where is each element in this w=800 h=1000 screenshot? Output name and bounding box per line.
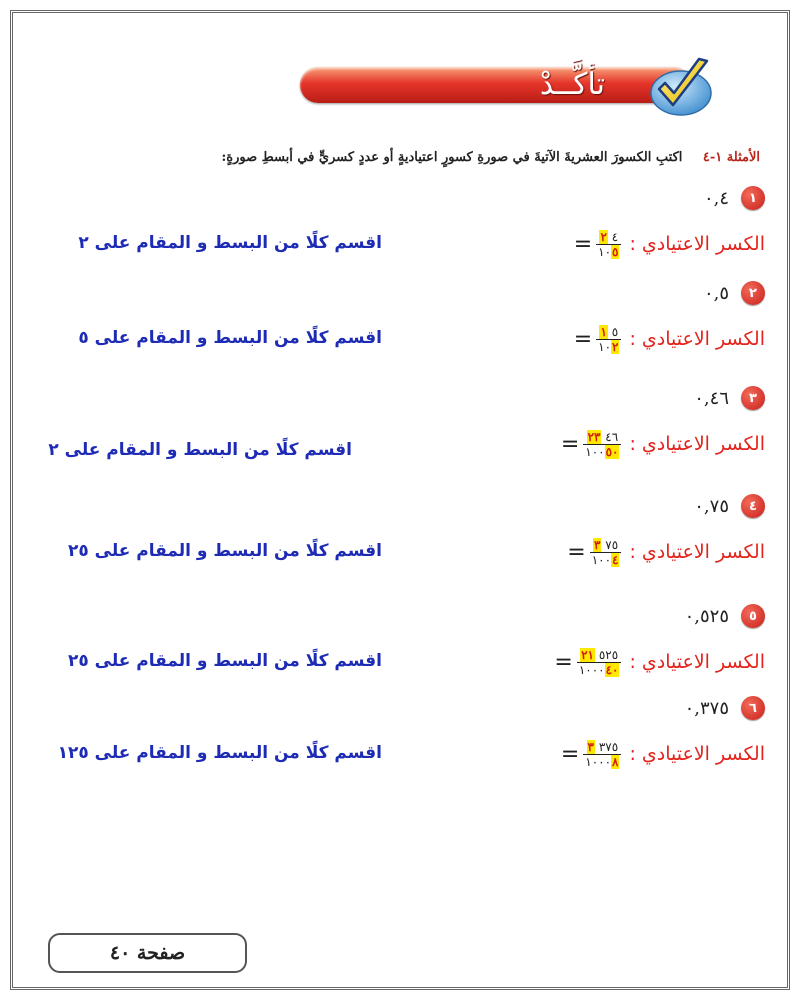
numerator-simplified: ١ xyxy=(600,324,607,339)
equals-sign: = xyxy=(573,231,593,257)
answer-label: الكسر الاعتيادي : xyxy=(629,433,765,455)
numerator-original: ٤ xyxy=(611,229,619,244)
problem-number-badge: ٥ xyxy=(741,604,765,628)
answer-label: الكسر الاعتيادي : xyxy=(629,541,765,563)
problem-4 xyxy=(694,488,765,524)
numerator-original: ٣٧٥ xyxy=(598,739,619,754)
answer-label: الكسر الاعتيادي : xyxy=(629,328,765,350)
numerator-original: ٥٢٥ xyxy=(598,647,619,662)
problem-number-badge: ٣ xyxy=(741,386,765,410)
decimal-value: ٠,٤٦ xyxy=(694,387,729,409)
equals-sign: = xyxy=(567,539,586,565)
denominator-original: ١٠٠٠ xyxy=(578,662,605,677)
banner-bar xyxy=(300,67,692,103)
problem-number-badge: ١ xyxy=(741,186,765,210)
problem-1 xyxy=(704,180,765,216)
problem-3 xyxy=(694,380,765,416)
fraction-stack xyxy=(577,648,622,677)
instructions xyxy=(221,150,760,165)
answer-label: الكسر الاعتيادي : xyxy=(629,651,765,673)
fraction xyxy=(561,430,622,459)
fraction xyxy=(574,230,622,259)
checkmark-icon xyxy=(647,55,715,119)
decimal-value: ٠,٥٢٥ xyxy=(684,605,729,627)
decimal-value: ٠,٧٥ xyxy=(694,495,729,517)
fraction xyxy=(574,325,622,354)
fraction-stack xyxy=(583,430,621,459)
answer-label: الكسر الاعتيادي : xyxy=(629,743,765,765)
denominator-simplified: ٥ xyxy=(612,244,619,259)
equals-sign: = xyxy=(554,649,573,675)
problem-6 xyxy=(685,690,765,726)
equals-sign: = xyxy=(560,431,580,457)
fraction xyxy=(561,740,622,769)
denominator-original: ١٠٠٠ xyxy=(585,754,612,769)
problem-number-badge: ٤ xyxy=(741,494,765,518)
denominator-original: ١٠٠ xyxy=(591,552,612,567)
denominator-simplified: ٨ xyxy=(612,754,619,769)
numerator-simplified: ٢٣ xyxy=(587,429,601,444)
examples-ref: الأمثلة ١-٤ xyxy=(702,150,760,165)
banner-title: تأكَّــدْ xyxy=(539,67,605,102)
equals-sign: = xyxy=(560,741,580,767)
instructions-text: اكتبِ الكسورَ العشريةَ الآتيةَ في صورةِ كسورٍ اعتياديةٍ أو عددٍ كسريٍّ في أبسطِ صورةٍ: xyxy=(221,150,683,165)
fraction xyxy=(554,648,621,677)
denominator-original: ١٠٠ xyxy=(585,444,605,459)
problem-number-badge: ٢ xyxy=(741,281,765,305)
division-note: اقسم كلًا من البسط و المقام على ١٢٥ xyxy=(57,743,382,763)
denominator-original: ١٠ xyxy=(598,244,612,259)
fraction-stack xyxy=(590,538,622,567)
denominator-simplified: ٤ xyxy=(612,552,619,567)
numerator-original: ٤٦ xyxy=(605,429,619,444)
division-note: اقسم كلًا من البسط و المقام على ٢ xyxy=(48,440,352,460)
division-note: اقسم كلًا من البسط و المقام على ٥ xyxy=(78,328,382,348)
decimal-value: ٠,٥ xyxy=(703,282,729,304)
division-note: اقسم كلًا من البسط و المقام على ٢ xyxy=(78,233,382,253)
fraction xyxy=(567,538,621,567)
numerator-simplified: ٢ xyxy=(600,229,607,244)
problem-2 xyxy=(704,275,765,311)
division-note: اقسم كلًا من البسط و المقام على ٢٥ xyxy=(67,541,382,561)
fraction-stack xyxy=(596,325,621,354)
denominator-simplified: ٥٠ xyxy=(605,444,619,459)
fraction-stack xyxy=(596,230,621,259)
numerator-simplified: ٢١ xyxy=(581,647,594,662)
denominator-simplified: ٢ xyxy=(612,339,619,354)
fraction-stack xyxy=(583,740,621,769)
decimal-value: ٠,٣٧٥ xyxy=(684,697,729,719)
denominator-original: ١٠ xyxy=(598,339,612,354)
numerator-original: ٥ xyxy=(611,324,619,339)
division-note: اقسم كلًا من البسط و المقام على ٢٥ xyxy=(67,651,382,671)
problem-5 xyxy=(685,598,765,634)
decimal-value: ٠,٤ xyxy=(703,187,729,209)
denominator-simplified: ٤٠ xyxy=(605,662,619,677)
problem-number-badge: ٦ xyxy=(741,696,765,720)
page-number: صفحة ٤٠ xyxy=(48,933,247,973)
numerator-simplified: ٣ xyxy=(594,537,601,552)
equals-sign: = xyxy=(573,326,593,352)
numerator-simplified: ٣ xyxy=(587,739,594,754)
numerator-original: ٧٥ xyxy=(605,537,619,552)
check-banner xyxy=(300,55,715,123)
answer-label: الكسر الاعتيادي : xyxy=(629,233,765,255)
